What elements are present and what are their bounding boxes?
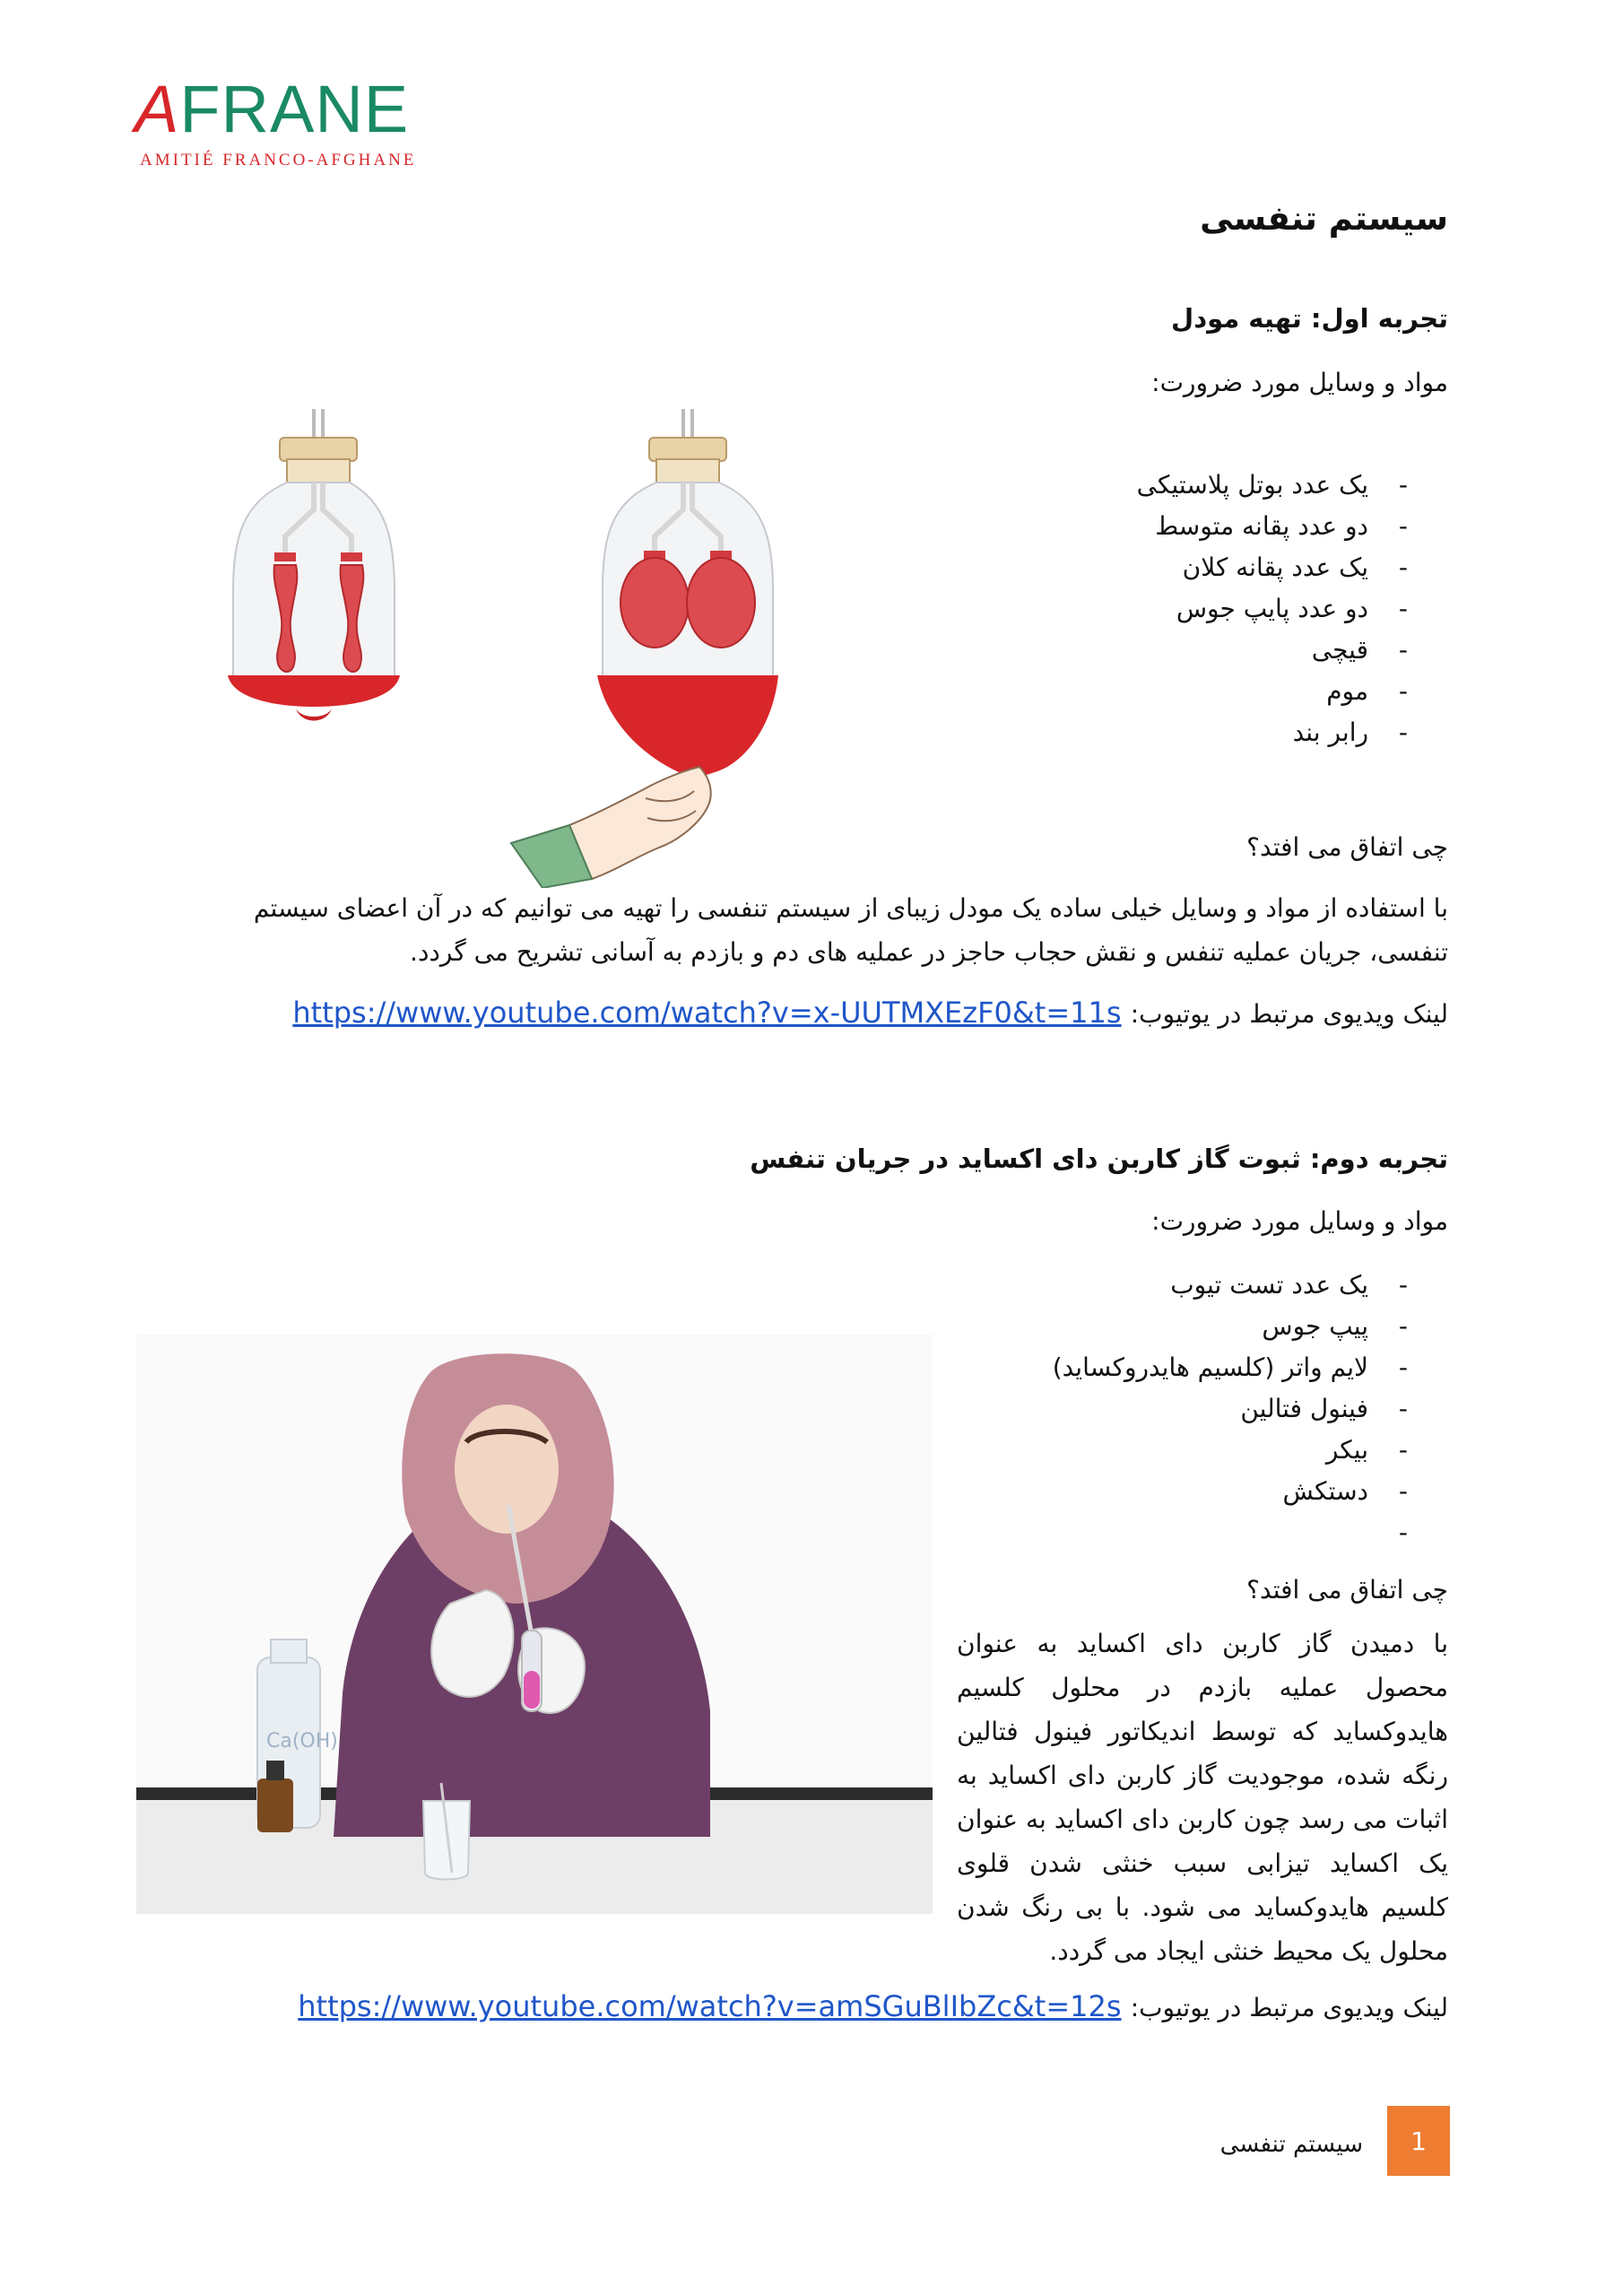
experiment1-materials-label: مواد و وسایل مورد ضرورت: xyxy=(1151,368,1448,397)
experiment1-materials-list xyxy=(1137,465,1408,753)
hand-illustration xyxy=(511,767,711,888)
bottle-label: Ca(OH) xyxy=(266,1730,338,1752)
list-item: - دو عدد پایپ جوس xyxy=(1176,594,1408,623)
lung-model-illustration xyxy=(215,404,843,888)
bottle-exhale-illustration xyxy=(228,409,400,721)
experiment1-heading: تجربه اول: تهیه مودل xyxy=(1171,303,1448,334)
list-item: - بیکر xyxy=(1325,1435,1408,1465)
video-label: لینک ویدیوی مرتبط در یوتیوب: xyxy=(1130,999,1448,1029)
list-item: - دستکش xyxy=(1282,1476,1408,1506)
experiment2-video-line xyxy=(298,1989,1448,2023)
logo-brand xyxy=(135,74,409,145)
list-item: - فینول فتالین xyxy=(1240,1394,1408,1423)
experiment2-video-link[interactable]: https://www.youtube.com/watch?v=amSGuBlIbZc&t=12s xyxy=(298,1989,1122,2023)
list-item: - لایم واتر (کلسیم هایدروکساید) xyxy=(1052,1352,1408,1382)
experiment2-question: چی اتفاق می افتد؟ xyxy=(1246,1575,1448,1605)
experiment2-description: با دمیدن گاز کاربن دای اکساید به عنوان محصول عملیه بازدم در محلول کلسیم هایدوکساید که توسط اندیکاتور فینول فتالین رنگه شده، موجودیت گاز کاربن دای اکساید به اثبات می رسد چون کاربن دای اکساید به عنوان یک اکساید تیزابی سبب خنثی شدن قلوی کلسیم هایدوکساید می شود. با بی رنگ شدن محلول یک محیط خنثی ایجاد می گردد. xyxy=(957,1629,1448,1966)
page-title: سیستم تنفسی xyxy=(1200,199,1448,238)
experiment2-heading: تجربه دوم: ثبوت گاز کاربن دای اکساید در جریان تنفس xyxy=(750,1144,1448,1174)
logo-letters-rest: FRANE xyxy=(179,72,410,146)
list-item: - قیچی xyxy=(1311,635,1408,665)
list-item: - یک عدد تست تیوب xyxy=(1170,1270,1408,1300)
experiment1-description: با استفاده از مواد و وسایل خیلی ساده یک مودل زیبای از سیستم تنفسی را تهیه می توانیم که در آن اعضای سیستم تنفسی، جریان عملیه تنفس و نقش حجاب حاجز در عملیه های دم و بازدم به آسانی تشریح می گردد. xyxy=(253,893,1448,967)
page-number: 1 xyxy=(1387,2106,1450,2176)
afrane-logo xyxy=(135,74,421,181)
video-label: لینک ویدیوی مرتبط در یوتیوب: xyxy=(1130,1993,1448,2022)
experiment2-materials-label: مواد و وسایل مورد ضرورت: xyxy=(1151,1206,1448,1236)
list-item: - پیپ جوس xyxy=(1262,1311,1408,1341)
list-item: - رابر بند xyxy=(1292,718,1408,747)
experiment2-materials-list xyxy=(1053,1265,1408,1553)
experiment-photo xyxy=(136,1335,933,1914)
list-item: - xyxy=(1398,1518,1408,1547)
logo-letter-a: A xyxy=(135,72,180,146)
experiment1-video-link[interactable]: https://www.youtube.com/watch?v=x-UUTMXEzF0&t=11s xyxy=(292,996,1122,1030)
footer-title: سیستم تنفسی xyxy=(1219,2131,1363,2158)
bottle-inhale-illustration xyxy=(597,409,778,778)
experiment1-video-line xyxy=(292,996,1448,1030)
logo-tagline: AMITIÉ FRANCO-AFGHANE xyxy=(140,151,417,170)
list-item: - موم xyxy=(1326,676,1408,706)
list-item: - یک عدد بوتل پلاستیکی xyxy=(1136,470,1408,500)
list-item: - یک عدد پقانه کلان xyxy=(1182,552,1408,582)
experiment1-question: چی اتفاق می افتد؟ xyxy=(1246,832,1448,862)
list-item: - دو عدد پقانه متوسط xyxy=(1155,511,1408,541)
